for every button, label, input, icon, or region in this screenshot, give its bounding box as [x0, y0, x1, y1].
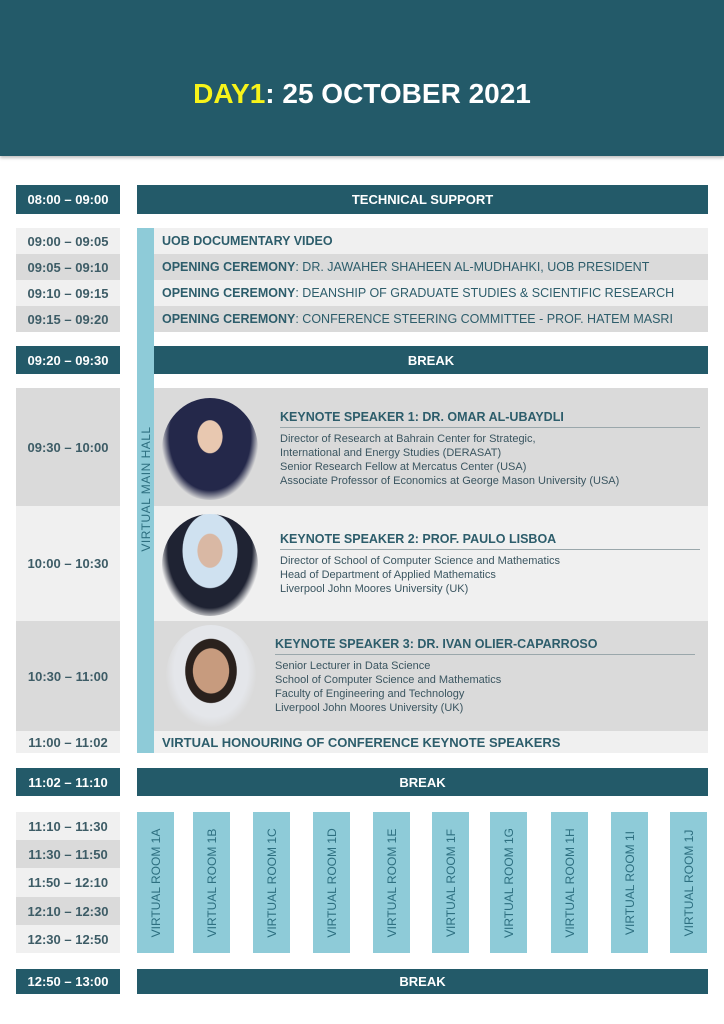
keynote-bio-line: Faculty of Engineering and Technology [275, 688, 465, 700]
keynote-speaker-2 [154, 506, 708, 621]
keynote-info [280, 532, 700, 596]
keynote-bio-line: Liverpool John Moores University (UK) [280, 583, 469, 595]
keynote-info [275, 637, 695, 715]
time-slot: 09:10 – 09:15 [16, 280, 120, 306]
virtual-room-1a [137, 812, 174, 953]
keynote-title: KEYNOTE SPEAKER 1: DR. OMAR AL-UBAYDLI [280, 410, 700, 428]
virtual-room-1e [373, 812, 410, 953]
time-slot: 11:00 – 11:02 [16, 731, 120, 753]
item-title: OPENING CEREMONY [162, 286, 296, 300]
technical-support-banner: TECHNICAL SUPPORT [137, 185, 708, 214]
item-detail: : DEANSHIP OF GRADUATE STUDIES & SCIENTIFIC RESEARCH [295, 286, 675, 300]
time-slot: 09:15 – 09:20 [16, 306, 120, 332]
keynote-title: KEYNOTE SPEAKER 2: PROF. PAULO LISBOA [280, 532, 700, 550]
virtual-room-1j [670, 812, 707, 953]
speaker-photo-avatar [162, 398, 258, 500]
keynote-speaker-3 [154, 621, 708, 731]
time-slot: 12:30 – 12:50 [16, 925, 120, 953]
keynote-bio-line: Director of Research at Bahrain Center for Strategic, [280, 433, 536, 445]
virtual-room-1i [611, 812, 648, 953]
time-break-3: 12:50 – 13:00 [16, 969, 120, 994]
schedule-item-opening-deanship [154, 280, 708, 306]
room-label: VIRTUAL ROOM 1I [622, 830, 637, 935]
page-header [0, 0, 724, 156]
break-banner-1: BREAK [154, 346, 708, 374]
virtual-room-1h [551, 812, 588, 953]
item-title: OPENING CEREMONY [162, 260, 296, 274]
item-detail: : CONFERENCE STEERING COMMITTEE - PROF. HATEM MASRI [295, 312, 673, 326]
speaker-photo-avatar [166, 625, 256, 727]
keynote-bio-line: Liverpool John Moores University (UK) [275, 702, 464, 714]
virtual-room-1g [490, 812, 527, 953]
keynote-bio-line: Senior Lecturer in Data Science [275, 660, 431, 672]
day-label: DAY1 [193, 78, 266, 109]
break-banner-3: BREAK [137, 969, 708, 994]
virtual-room-1f [432, 812, 469, 953]
time-slot: 11:10 – 11:30 [16, 812, 120, 840]
time-slot: 09:00 – 09:05 [16, 228, 120, 254]
schedule-item-opening-president [154, 254, 708, 280]
page-title [0, 78, 724, 110]
keynote-bio-line: International and Energy Studies (DERASAT) [280, 447, 502, 459]
keynote-bio-line: Director of School of Computer Science and Mathematics [280, 555, 561, 567]
time-slot: 09:30 – 10:00 [16, 388, 120, 506]
time-slot: 12:10 – 12:30 [16, 897, 120, 925]
room-label: VIRTUAL ROOM 1F [443, 828, 458, 937]
keynote-bio-line: School of Computer Science and Mathematics [275, 674, 502, 686]
keynote-info [280, 410, 700, 488]
time-slot: 10:00 – 10:30 [16, 506, 120, 621]
item-detail: : DR. JAWAHER SHAHEEN AL-MUDHAHKI, UOB PRESIDENT [295, 260, 650, 274]
date-label: : 25 OCTOBER 2021 [265, 78, 531, 109]
virtual-room-1b [193, 812, 230, 953]
keynote-bio-line: Associate Professor of Economics at George Mason University (USA) [280, 475, 620, 487]
virtual-room-1c [253, 812, 290, 953]
keynote-title: KEYNOTE SPEAKER 3: DR. IVAN OLIER-CAPARROSO [275, 637, 695, 655]
speaker-photo-avatar [162, 514, 258, 616]
time-technical-support: 08:00 – 09:00 [16, 185, 120, 214]
schedule-item-honouring: VIRTUAL HONOURING OF CONFERENCE KEYNOTE SPEAKERS [154, 731, 708, 753]
room-label: VIRTUAL ROOM 1H [562, 827, 577, 938]
time-slot: 10:30 – 11:00 [16, 621, 120, 731]
room-label: VIRTUAL ROOM 1G [501, 827, 516, 938]
keynote-bio-line: Senior Research Fellow at Mercatus Center (USA) [280, 461, 527, 473]
room-label: VIRTUAL ROOM 1D [324, 827, 339, 938]
virtual-room-1d [313, 812, 350, 953]
time-break-1: 09:20 – 09:30 [16, 346, 120, 374]
break-banner-2: BREAK [137, 768, 708, 796]
schedule-item-opening-committee [154, 306, 708, 332]
time-break-2: 11:02 – 11:10 [16, 768, 120, 796]
time-slot: 09:05 – 09:10 [16, 254, 120, 280]
room-label: VIRTUAL ROOM 1J [681, 829, 696, 936]
time-slot: 11:50 – 12:10 [16, 868, 120, 897]
virtual-main-hall-label: VIRTUAL MAIN HALL [138, 426, 153, 552]
item-title: OPENING CEREMONY [162, 312, 296, 326]
time-slot: 11:30 – 11:50 [16, 840, 120, 868]
keynote-bio-line: Head of Department of Applied Mathematics [280, 569, 496, 581]
room-label: VIRTUAL ROOM 1E [384, 828, 399, 937]
room-label: VIRTUAL ROOM 1A [148, 828, 163, 937]
keynote-speaker-1 [154, 388, 708, 506]
virtual-main-hall-bar [137, 228, 154, 753]
schedule-item-documentary [154, 228, 708, 254]
room-label: VIRTUAL ROOM 1B [204, 828, 219, 937]
room-label: VIRTUAL ROOM 1C [264, 827, 279, 938]
item-title: UOB DOCUMENTARY VIDEO [162, 234, 333, 248]
